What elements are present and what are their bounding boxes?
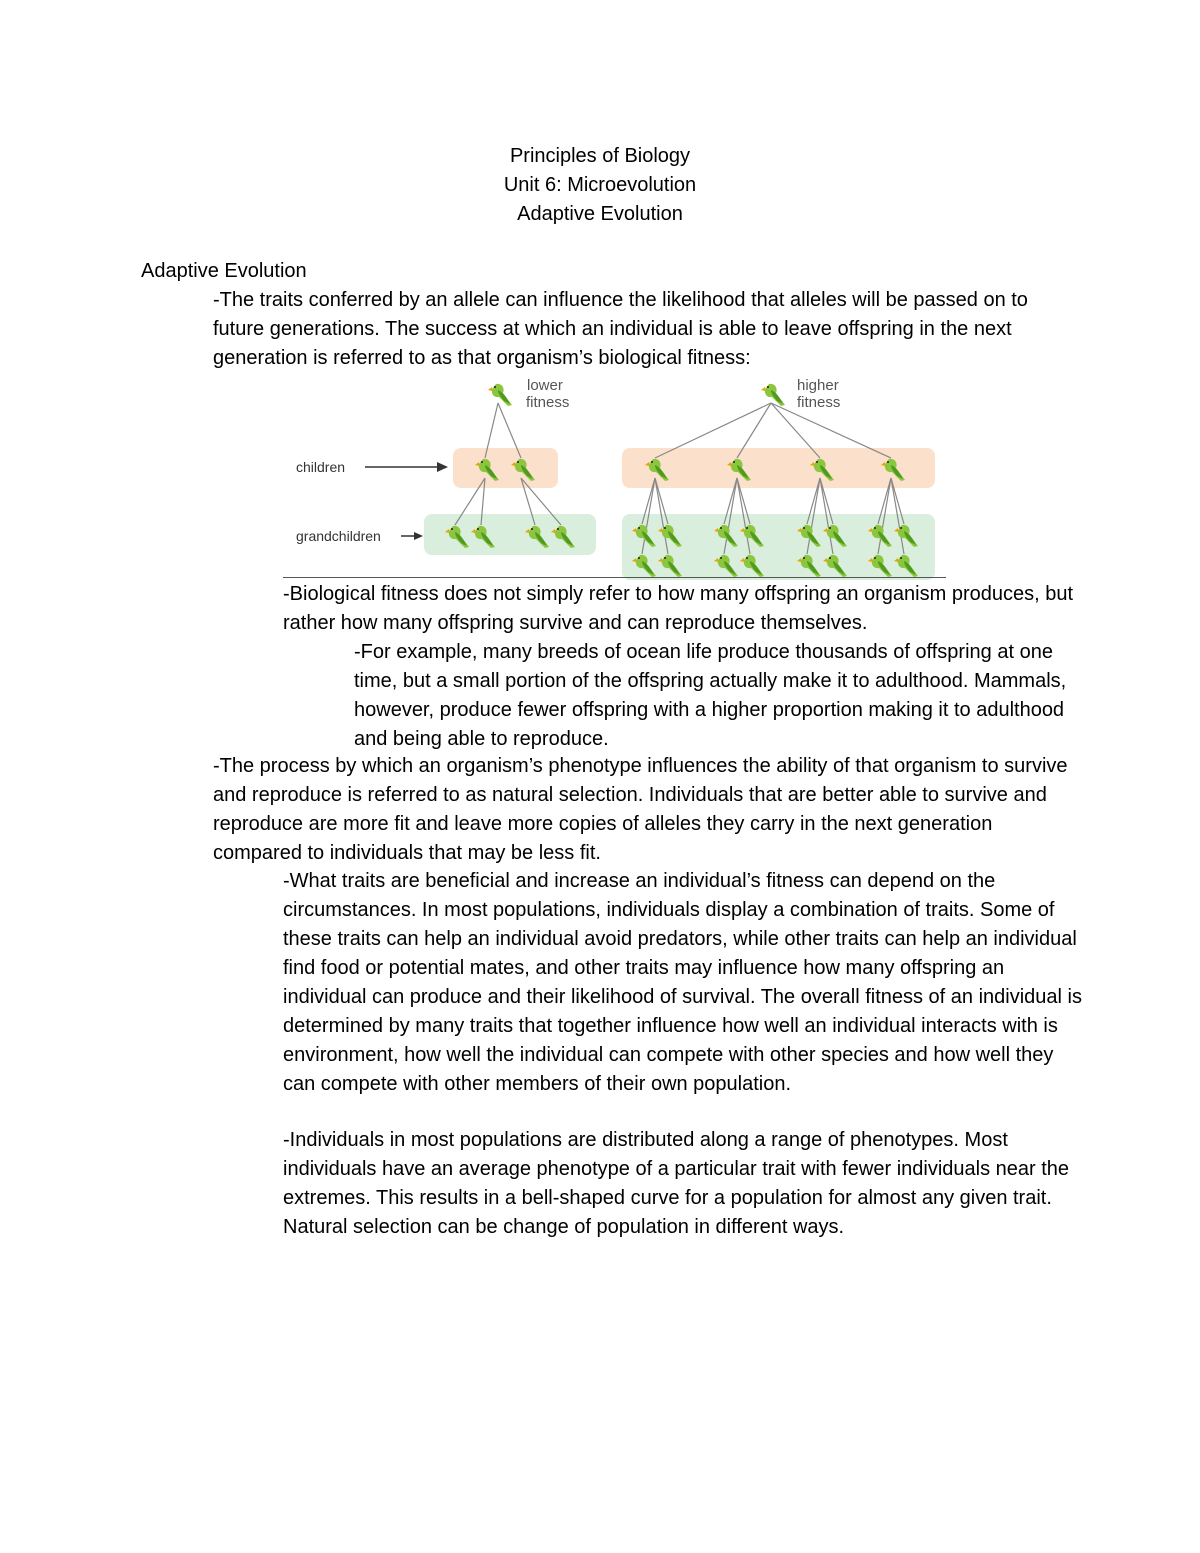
paragraph-phenotype-range: -Individuals in most populations are distributed along a range of phenotypes. Most individuals have an average phenotype of a particular trait with fewer individuals near the extremes. This results in a bell-shaped curve for a population for almost any given trait. Natural selection can be change of population in different ways. <box>283 1129 1070 1238</box>
grandchildren-label: grandchildren <box>296 528 381 544</box>
bird-icon <box>488 384 512 406</box>
course-title: Principles of Biology <box>509 145 691 167</box>
paragraph-natural-selection: -The process by which an organism’s phenotype influences the ability of that organism to survive and reproduce is referred to as natural selection. Individuals that are better able to survive and reproduce are more fit and leave more copies of alleles they carry in the next generation compared to individuals that may be less fit. <box>213 755 1068 864</box>
title-block <box>0 142 1200 229</box>
paragraph-beneficial-traits: -What traits are beneficial and increase an individual’s fitness can depend on the circumstances. In most populations, individuals display a combination of traits. Some of these traits can help an individual avoid predators, while other traits can help an individual find food or potential mates, and other traits may influence how many offspring an individual can produce and their likelihood of survival. The overall fitness of an individual is determined by many traits that together influence how well an individual interacts with is environment, how well the individual can compete with other species and how well they can compete with other members of their own population. <box>283 870 1082 1095</box>
paragraph-fitness-intro: -The traits conferred by an allele can influence the likelihood that alleles will be passed on to future generations. The success at which an individual is able to leave offspring in the next generation is referred to as that organism’s biological fitness: <box>213 289 1028 369</box>
topic-title: Adaptive Evolution <box>517 203 683 225</box>
children-label: children <box>296 459 346 475</box>
lower-fitness-label-line1: lower <box>527 377 563 394</box>
children-arrow-head <box>437 462 448 472</box>
grandchildren-band-right <box>622 514 935 580</box>
bird-icon <box>761 384 785 406</box>
paragraph-example: -For example, many breeds of ocean life produce thousands of offspring at one time, but a small portion of the offspring actually make it to adulthood. Mammals, however, produce fewer offspring with a higher proportion making it to adulthood and being able to reproduce. <box>354 641 1067 750</box>
higher-fitness-label-line1: higher <box>797 377 839 394</box>
paragraph-fitness-definition: -Biological fitness does not simply refer to how many offspring an organism produces, but rather how many offspring survive and can reproduce themselves. <box>283 583 1074 634</box>
lower-fitness-label-line2: fitness <box>526 394 570 411</box>
fitness-diagram <box>283 372 948 580</box>
figure-bottom-rule <box>283 577 946 578</box>
children-band-left <box>453 448 558 488</box>
higher-fitness-label-line2: fitness <box>797 394 841 411</box>
unit-title: Unit 6: Microevolution <box>503 174 697 196</box>
section-heading: Adaptive Evolution <box>141 260 307 282</box>
grandchildren-arrow-head <box>414 532 423 540</box>
